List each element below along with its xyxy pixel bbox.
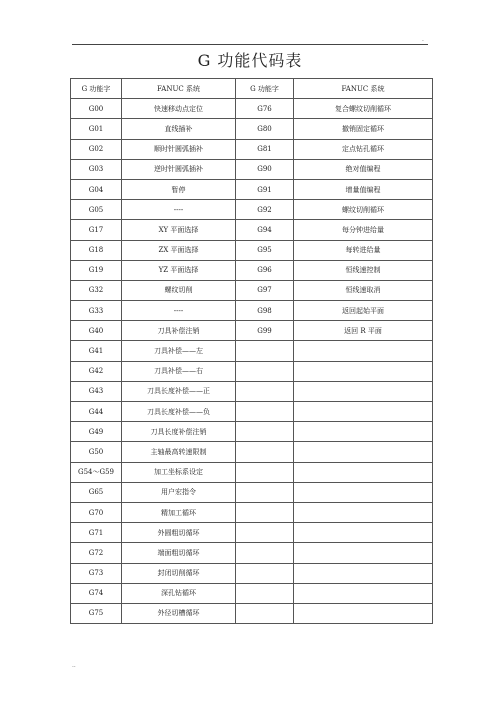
header-mark: · [422,38,424,45]
cell-gcode-left: G54～G59 [71,462,122,482]
cell-fanuc-left: 螺纹切削 [122,280,236,300]
table-row [71,482,433,502]
footer-mark: .. [72,662,76,669]
cell-fanuc-right [294,381,433,401]
header-cell-fanuc-left: FANUC 系统 [122,79,236,99]
table-row [71,280,433,300]
cell-fanuc-left: 加工坐标系设定 [122,462,236,482]
cell-gcode-right: G98 [236,301,294,321]
cell-gcode-left: G49 [71,422,122,442]
cell-fanuc-right [294,583,433,603]
table-row [71,220,433,240]
cell-fanuc-right [294,482,433,502]
table-row [71,402,433,422]
cell-gcode-left: G42 [71,361,122,381]
cell-gcode-right [236,523,294,543]
table-row [71,341,433,361]
cell-fanuc-right [294,402,433,422]
cell-gcode-right [236,583,294,603]
cell-gcode-right: G95 [236,240,294,260]
cell-gcode-left: G70 [71,502,122,522]
cell-fanuc-left: 精加工循环 [122,502,236,522]
table-row [71,603,433,623]
cell-gcode-right: G76 [236,99,294,119]
g-code-table [70,78,433,624]
cell-fanuc-left: 顺时针圆弧插补 [122,139,236,159]
cell-gcode-left: G05 [71,200,122,220]
cell-gcode-right [236,563,294,583]
cell-gcode-left: G65 [71,482,122,502]
cell-fanuc-right: 每分钟进给量 [294,220,433,240]
cell-gcode-right: G80 [236,119,294,139]
table-header-row [71,79,433,99]
cell-fanuc-left: 用户宏指令 [122,482,236,502]
cell-fanuc-right [294,422,433,442]
cell-fanuc-left: 快速移动点定位 [122,99,236,119]
table-row [71,260,433,280]
cell-gcode-right: G92 [236,200,294,220]
cell-fanuc-right [294,341,433,361]
cell-gcode-right: G96 [236,260,294,280]
table-row [71,502,433,522]
cell-fanuc-right [294,442,433,462]
cell-fanuc-left: ---- [122,301,236,321]
cell-fanuc-left: 主轴最高转速限制 [122,442,236,462]
cell-fanuc-right [294,502,433,522]
header-cell-fanuc-right: FANUC 系统 [294,79,433,99]
cell-gcode-left: G50 [71,442,122,462]
cell-fanuc-left: 刀具补偿注销 [122,321,236,341]
cell-gcode-right: G90 [236,159,294,179]
table-row [71,179,433,199]
cell-gcode-right: G94 [236,220,294,240]
table-row [71,563,433,583]
table-row [71,422,433,442]
table-row [71,301,433,321]
cell-fanuc-right: 恒线速取消 [294,280,433,300]
table-row [71,462,433,482]
cell-gcode-right: G99 [236,321,294,341]
cell-gcode-right [236,341,294,361]
cell-fanuc-left: ---- [122,200,236,220]
cell-fanuc-right [294,563,433,583]
cell-gcode-left: G41 [71,341,122,361]
cell-gcode-left: G72 [71,543,122,563]
cell-gcode-right [236,402,294,422]
cell-gcode-right: G81 [236,139,294,159]
table-row [71,583,433,603]
cell-fanuc-right: 恒线速控制 [294,260,433,280]
cell-gcode-right [236,482,294,502]
cell-fanuc-right [294,603,433,623]
cell-fanuc-left: YZ 平面选择 [122,260,236,280]
table-row [71,442,433,462]
table-row [71,99,433,119]
table-row [71,321,433,341]
cell-gcode-left: G44 [71,402,122,422]
table-row [71,159,433,179]
cell-fanuc-left: 端面粗切循环 [122,543,236,563]
cell-fanuc-right: 增量值编程 [294,179,433,199]
cell-fanuc-left: 暂停 [122,179,236,199]
cell-fanuc-left: 深孔钻循环 [122,583,236,603]
cell-fanuc-right: 每转进给量 [294,240,433,260]
table-row [71,381,433,401]
cell-gcode-right [236,361,294,381]
cell-fanuc-left: 刀具长度补偿注销 [122,422,236,442]
cell-gcode-left: G75 [71,603,122,623]
table-row [71,119,433,139]
cell-gcode-left: G43 [71,381,122,401]
cell-gcode-right: G91 [236,179,294,199]
cell-gcode-right: G97 [236,280,294,300]
cell-fanuc-right [294,462,433,482]
cell-fanuc-right: 定点钻孔循环 [294,139,433,159]
cell-fanuc-left: 刀具补偿——右 [122,361,236,381]
page-title: G 功能代码表 [197,51,303,70]
table-row [71,139,433,159]
table-row [71,523,433,543]
cell-fanuc-right [294,543,433,563]
cell-gcode-left: G40 [71,321,122,341]
cell-gcode-right [236,462,294,482]
cell-fanuc-left: 封闭切削循环 [122,563,236,583]
cell-fanuc-left: 外径切槽循环 [122,603,236,623]
cell-fanuc-right: 返回 R 平面 [294,321,433,341]
cell-gcode-left: G19 [71,260,122,280]
cell-fanuc-left: 外圆粗切循环 [122,523,236,543]
cell-gcode-left: G32 [71,280,122,300]
cell-fanuc-left: 直线插补 [122,119,236,139]
header-cell-gcode-right: G 功能字 [236,79,294,99]
cell-fanuc-left: 刀具长度补偿——正 [122,381,236,401]
cell-fanuc-right: 绝对值编程 [294,159,433,179]
cell-fanuc-right [294,361,433,381]
table-row [71,240,433,260]
cell-fanuc-right: 撤销固定循环 [294,119,433,139]
cell-gcode-right [236,543,294,563]
cell-gcode-left: G71 [71,523,122,543]
cell-gcode-left: G73 [71,563,122,583]
cell-gcode-right [236,381,294,401]
cell-fanuc-left: 逆时针圆弧插补 [122,159,236,179]
cell-fanuc-left: 刀具补偿——左 [122,341,236,361]
cell-fanuc-right: 返回起始平面 [294,301,433,321]
cell-gcode-left: G00 [71,99,122,119]
cell-gcode-left: G33 [71,301,122,321]
cell-gcode-right [236,442,294,462]
header-cell-gcode-left: G 功能字 [71,79,122,99]
cell-fanuc-right: 螺纹切削循环 [294,200,433,220]
cell-gcode-left: G74 [71,583,122,603]
cell-gcode-left: G01 [71,119,122,139]
cell-fanuc-left: ZX 平面选择 [122,240,236,260]
cell-gcode-right [236,502,294,522]
cell-fanuc-left: XY 平面选择 [122,220,236,240]
cell-gcode-left: G17 [71,220,122,240]
table-row [71,200,433,220]
cell-gcode-left: G03 [71,159,122,179]
header-rule [72,44,428,45]
table-row [71,361,433,381]
cell-gcode-left: G04 [71,179,122,199]
cell-gcode-left: G18 [71,240,122,260]
cell-gcode-right [236,422,294,442]
cell-fanuc-left: 刀具长度补偿——负 [122,402,236,422]
cell-fanuc-right: 复合螺纹切削循环 [294,99,433,119]
cell-gcode-left: G02 [71,139,122,159]
cell-gcode-right [236,603,294,623]
table-row [71,543,433,563]
cell-fanuc-right [294,523,433,543]
